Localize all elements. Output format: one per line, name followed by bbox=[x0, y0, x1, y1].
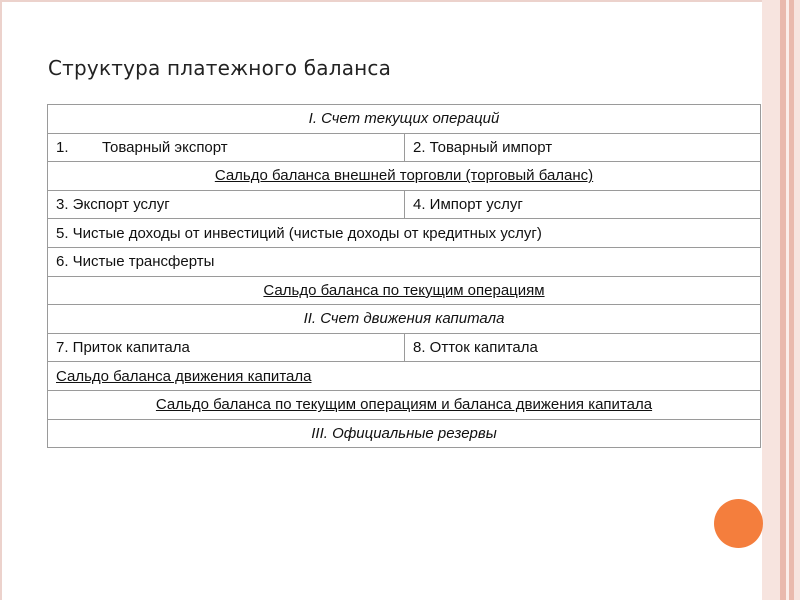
balance-current-account: Сальдо баланса по текущим операциям bbox=[48, 276, 761, 305]
balance-capital-account: Сальдо баланса движения капитала bbox=[48, 362, 761, 391]
left-border-line bbox=[0, 0, 2, 600]
table-row bbox=[48, 133, 761, 162]
section-header-capital-account: II. Счет движения капитала bbox=[48, 305, 761, 334]
table-row bbox=[48, 105, 761, 134]
decorative-orange-circle bbox=[714, 499, 763, 548]
table-cell-net-transfers: 6. Чистые трансферты bbox=[48, 247, 761, 276]
balance-of-payments-table bbox=[47, 104, 761, 448]
table-row bbox=[48, 419, 761, 448]
table-row bbox=[48, 333, 761, 362]
slide-title: Структура платежного баланса bbox=[48, 56, 392, 80]
table-cell-investment-income: 5. Чистые доходы от инвестиций (чистые доходы от кредитных услуг) bbox=[48, 219, 761, 248]
table-cell-capital-outflow: 8. Отток капитала bbox=[405, 333, 761, 362]
top-border-line bbox=[0, 0, 800, 2]
table-cell-goods-export: 1. Товарный экспорт bbox=[48, 133, 405, 162]
balance-current-and-capital: Сальдо баланса по текущим операциям и баланса движения капитала bbox=[48, 390, 761, 419]
table-row bbox=[48, 219, 761, 248]
table-row bbox=[48, 247, 761, 276]
table-row bbox=[48, 276, 761, 305]
table-row bbox=[48, 390, 761, 419]
right-decorative-highlight bbox=[786, 0, 789, 600]
item-number: 1. bbox=[56, 138, 69, 156]
table-cell-goods-import: 2. Товарный импорт bbox=[405, 133, 761, 162]
table-row bbox=[48, 162, 761, 191]
balance-trade: Сальдо баланса внешней торговли (торговый баланс) bbox=[48, 162, 761, 191]
table-cell-capital-inflow: 7. Приток капитала bbox=[48, 333, 405, 362]
table-cell-services-import: 4. Импорт услуг bbox=[405, 190, 761, 219]
section-header-current-account: I. Счет текущих операций bbox=[48, 105, 761, 134]
table-row bbox=[48, 362, 761, 391]
table-row bbox=[48, 305, 761, 334]
table-cell-services-export: 3. Экспорт услуг bbox=[48, 190, 405, 219]
section-header-official-reserves: III. Официальные резервы bbox=[48, 419, 761, 448]
table-row bbox=[48, 190, 761, 219]
